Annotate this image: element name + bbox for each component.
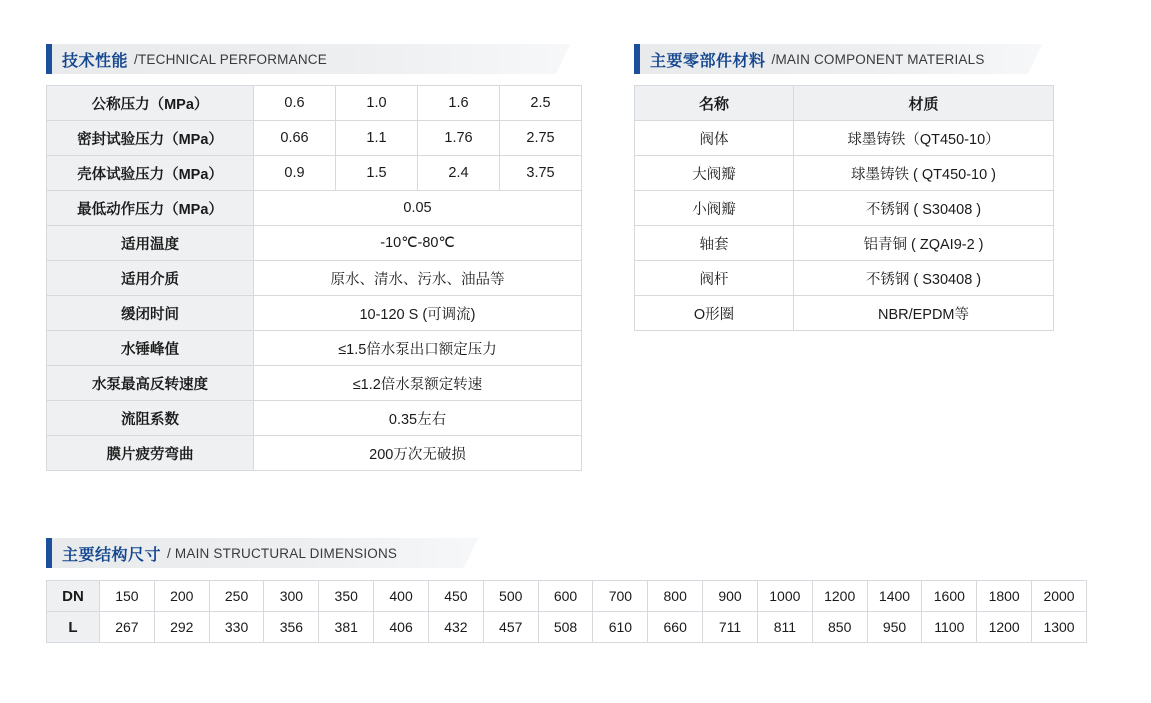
- l-value: 811: [757, 612, 812, 643]
- row-value: 0.05: [254, 191, 582, 226]
- row-value: 0.35左右: [254, 401, 582, 436]
- part-name: 阀杆: [635, 261, 794, 296]
- part-name: 小阀瓣: [635, 191, 794, 226]
- l-value: 381: [319, 612, 374, 643]
- section-title-en: /MAIN COMPONENT MATERIALS: [771, 51, 985, 67]
- section-title-en: / MAIN STRUCTURAL DIMENSIONS: [167, 545, 398, 561]
- row-label: 缓闭时间: [47, 296, 254, 331]
- table-row: [47, 226, 582, 261]
- dn-value: 400: [374, 581, 429, 612]
- section-title-en: /TECHNICAL PERFORMANCE: [134, 51, 327, 67]
- l-value: 292: [154, 612, 209, 643]
- dn-value: 1400: [867, 581, 922, 612]
- row-label: 壳体试验压力（MPa）: [47, 156, 254, 191]
- dn-value: 600: [538, 581, 593, 612]
- part-name: 阀体: [635, 121, 794, 156]
- table-row: [47, 366, 582, 401]
- table-row: [47, 331, 582, 366]
- section-title-cn: 主要零部件材料: [650, 52, 766, 70]
- l-value: 1200: [977, 612, 1032, 643]
- row-value: ≤1.5倍水泵出口额定压力: [254, 331, 582, 366]
- table-row-l: [47, 612, 1087, 643]
- l-value: 1300: [1032, 612, 1087, 643]
- l-value: 711: [703, 612, 758, 643]
- dn-value: 1000: [757, 581, 812, 612]
- row-label: 膜片疲劳弯曲: [47, 436, 254, 471]
- l-value: 610: [593, 612, 648, 643]
- table-row: [635, 226, 1054, 261]
- part-material: 不锈钢 ( S30408 ): [794, 261, 1054, 296]
- dn-value: 1200: [812, 581, 867, 612]
- row-value: 1.76: [418, 121, 500, 156]
- header-slant-decor: [556, 44, 597, 74]
- part-name: O形圈: [635, 296, 794, 331]
- part-material: 铝青铜 ( ZQAI9-2 ): [794, 226, 1054, 261]
- l-value: 330: [209, 612, 264, 643]
- row-value: 0.66: [254, 121, 336, 156]
- row-label: 适用介质: [47, 261, 254, 296]
- dn-value: 200: [154, 581, 209, 612]
- l-value: 950: [867, 612, 922, 643]
- materials-table: [634, 85, 1054, 331]
- table-row: [635, 121, 1054, 156]
- structural-dimensions-section: [46, 538, 1087, 643]
- row-value: 2.5: [500, 86, 582, 121]
- table-row: [47, 261, 582, 296]
- dn-value: 250: [209, 581, 264, 612]
- part-material: 球墨铸铁 ( QT450-10 ): [794, 156, 1054, 191]
- part-material: 不锈钢 ( S30408 ): [794, 191, 1054, 226]
- part-name: 轴套: [635, 226, 794, 261]
- row-value: 原水、清水、污水、油品等: [254, 261, 582, 296]
- dimensions-table: [46, 580, 1087, 643]
- row-value: 0.9: [254, 156, 336, 191]
- table-row: [635, 261, 1054, 296]
- technical-performance-section: [46, 44, 581, 471]
- table-row: [47, 436, 582, 471]
- l-value: 457: [483, 612, 538, 643]
- row-value: 1.6: [418, 86, 500, 121]
- row-value: 1.1: [336, 121, 418, 156]
- table-row: [47, 156, 582, 191]
- table-row: [635, 191, 1054, 226]
- dn-value: 700: [593, 581, 648, 612]
- table-row: [47, 401, 582, 436]
- row-label-dn: DN: [47, 581, 100, 612]
- section-title-cn: 技术性能: [62, 52, 129, 70]
- table-row: [47, 86, 582, 121]
- part-material: 球墨铸铁（QT450-10）: [794, 121, 1054, 156]
- section-header-materials: [634, 44, 1053, 74]
- row-value: ≤1.2倍水泵额定转速: [254, 366, 582, 401]
- main-component-materials-section: [634, 44, 1053, 331]
- row-value: -10℃-80℃: [254, 226, 582, 261]
- dn-value: 1800: [977, 581, 1032, 612]
- dn-value: 800: [648, 581, 703, 612]
- row-label: 密封试验压力（MPa）: [47, 121, 254, 156]
- dn-value: 1600: [922, 581, 977, 612]
- row-value: 200万次无破损: [254, 436, 582, 471]
- l-value: 267: [100, 612, 155, 643]
- table-row-dn: [47, 581, 1087, 612]
- table-row: [47, 121, 582, 156]
- row-label: 水泵最高反转速度: [47, 366, 254, 401]
- row-label: 公称压力（MPa）: [47, 86, 254, 121]
- table-row: [635, 296, 1054, 331]
- dn-value: 450: [428, 581, 483, 612]
- row-value: 10-120 S (可调流): [254, 296, 582, 331]
- table-header-row: [635, 86, 1054, 121]
- section-header-technical: [46, 44, 581, 74]
- header-slant-decor: [1028, 44, 1069, 74]
- l-value: 406: [374, 612, 429, 643]
- dn-value: 500: [483, 581, 538, 612]
- row-value: 2.4: [418, 156, 500, 191]
- row-value: 1.5: [336, 156, 418, 191]
- l-value: 356: [264, 612, 319, 643]
- table-row: [635, 156, 1054, 191]
- row-value: 0.6: [254, 86, 336, 121]
- technical-performance-table: [46, 85, 582, 471]
- row-value: 3.75: [500, 156, 582, 191]
- row-value: 2.75: [500, 121, 582, 156]
- l-value: 1100: [922, 612, 977, 643]
- row-label: 最低动作压力（MPa）: [47, 191, 254, 226]
- table-row: [47, 191, 582, 226]
- part-material: NBR/EPDM等: [794, 296, 1054, 331]
- dn-value: 300: [264, 581, 319, 612]
- row-label: 水锤峰值: [47, 331, 254, 366]
- section-header-dimensions: [46, 538, 489, 568]
- header-slant-decor: [464, 538, 505, 568]
- l-value: 850: [812, 612, 867, 643]
- column-header-name: 名称: [635, 86, 794, 121]
- dn-value: 350: [319, 581, 374, 612]
- l-value: 660: [648, 612, 703, 643]
- dn-value: 150: [100, 581, 155, 612]
- dn-value: 900: [703, 581, 758, 612]
- row-label: 适用温度: [47, 226, 254, 261]
- dn-value: 2000: [1032, 581, 1087, 612]
- l-value: 432: [428, 612, 483, 643]
- row-value: 1.0: [336, 86, 418, 121]
- table-row: [47, 296, 582, 331]
- l-value: 508: [538, 612, 593, 643]
- section-title-cn: 主要结构尺寸: [62, 546, 162, 564]
- row-label: 流阻系数: [47, 401, 254, 436]
- column-header-material: 材质: [794, 86, 1054, 121]
- row-label-l: L: [47, 612, 100, 643]
- part-name: 大阀瓣: [635, 156, 794, 191]
